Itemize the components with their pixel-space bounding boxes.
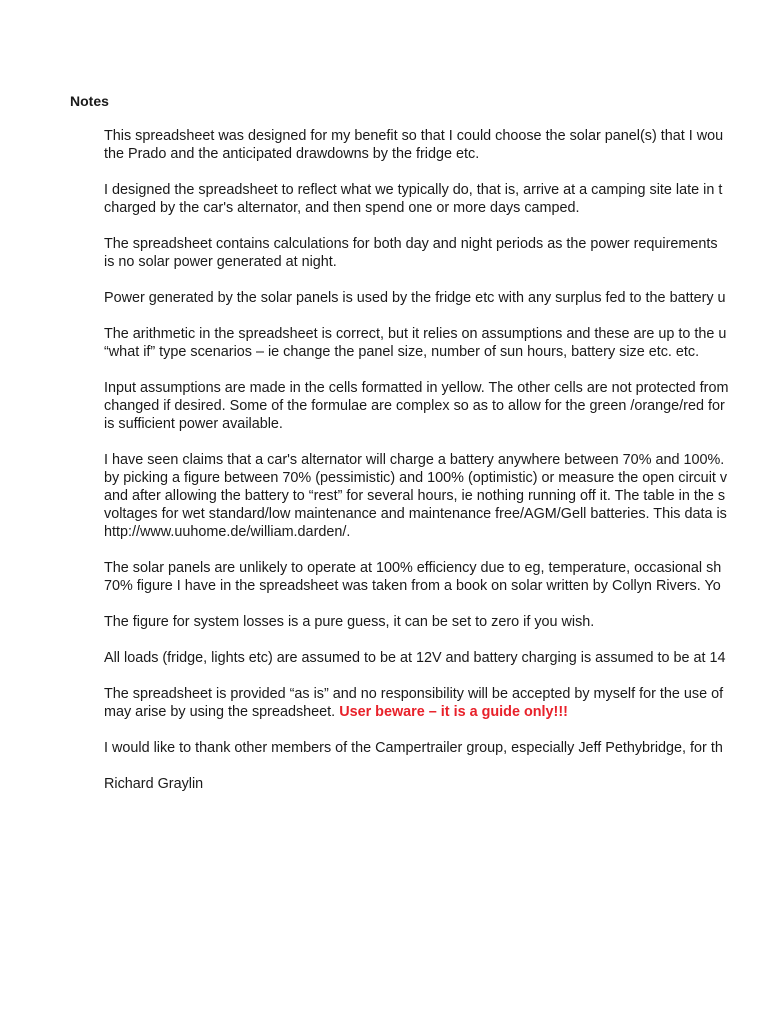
paragraph-purpose: [104, 127, 768, 163]
text-line: I would like to thank other members of the Campertrailer group, especially Jeff Pethybridge, for th: [104, 740, 723, 756]
text-line: the Prado and the anticipated drawdowns by the fridge etc.: [104, 146, 480, 162]
text-line: voltages for wet standard/low maintenance and maintenance free/AGM/Gell batteries. This data is: [104, 506, 727, 522]
text-line: http://www.uuhome.de/william.darden/.: [104, 524, 351, 540]
text-line: [104, 703, 768, 721]
text-segment: may arise by using the spreadsheet.: [104, 704, 340, 720]
text-line: Input assumptions are made in the cells formatted in yellow. The other cells are not protected from: [104, 380, 729, 396]
notes-body: [104, 127, 768, 811]
text-line: The spreadsheet contains calculations for both day and night periods as the power requirements: [104, 236, 718, 252]
text-line: is sufficient power available.: [104, 416, 283, 432]
paragraph-alternator: [104, 451, 768, 541]
text-line: This spreadsheet was designed for my benefit so that I could choose the solar panel(s) that I wou: [104, 128, 724, 144]
author-signature: [104, 775, 768, 793]
paragraph-input-assumptions: [104, 379, 768, 433]
text-line: “what if” type scenarios – ie change the panel size, number of sun hours, battery size etc. etc.: [104, 344, 700, 360]
text-line: All loads (fridge, lights etc) are assumed to be at 12V and battery charging is assumed to be at 14: [104, 650, 726, 666]
paragraph-power-generated: [104, 289, 768, 307]
notes-heading: Notes: [70, 93, 109, 109]
warning-text: User beware – it is a guide only!!!: [339, 704, 568, 720]
text-line: I designed the spreadsheet to reflect what we typically do, that is, arrive at a camping site late in t: [104, 182, 723, 198]
text-line: The spreadsheet is provided “as is” and no responsibility will be accepted by myself for the use of: [104, 686, 724, 702]
text-line: 70% figure I have in the spreadsheet was taken from a book on solar written by Collyn Rivers. Yo: [104, 578, 721, 594]
paragraph-solar-efficiency: [104, 559, 768, 595]
text-line: and after allowing the battery to “rest” for several hours, ie nothing running off it. The table in the s: [104, 488, 726, 504]
text-line: The arithmetic in the spreadsheet is correct, but it relies on assumptions and these are up to the u: [104, 326, 727, 342]
text-line: by picking a figure between 70% (pessimistic) and 100% (optimistic) or measure the open circuit v: [104, 470, 728, 486]
text-line: changed if desired. Some of the formulae are complex so as to allow for the green /orange/red for: [104, 398, 725, 414]
paragraph-disclaimer: [104, 685, 768, 721]
text-line: I have seen claims that a car's alternator will charge a battery anywhere between 70% and 100%.: [104, 452, 725, 468]
paragraph-day-night: [104, 235, 768, 271]
paragraph-usage: [104, 181, 768, 217]
text-line: The figure for system losses is a pure guess, it can be set to zero if you wish.: [104, 614, 595, 630]
paragraph-arithmetic: [104, 325, 768, 361]
author-name: Richard Graylin: [104, 776, 204, 792]
text-line: is no solar power generated at night.: [104, 254, 337, 270]
text-line: The solar panels are unlikely to operate at 100% efficiency due to eg, temperature, occasional sh: [104, 560, 722, 576]
paragraph-loads: [104, 649, 768, 667]
text-line: charged by the car's alternator, and then spend one or more days camped.: [104, 200, 580, 216]
paragraph-thanks: [104, 739, 768, 757]
text-line: Power generated by the solar panels is used by the fridge etc with any surplus fed to the battery u: [104, 290, 726, 306]
paragraph-system-losses: [104, 613, 768, 631]
